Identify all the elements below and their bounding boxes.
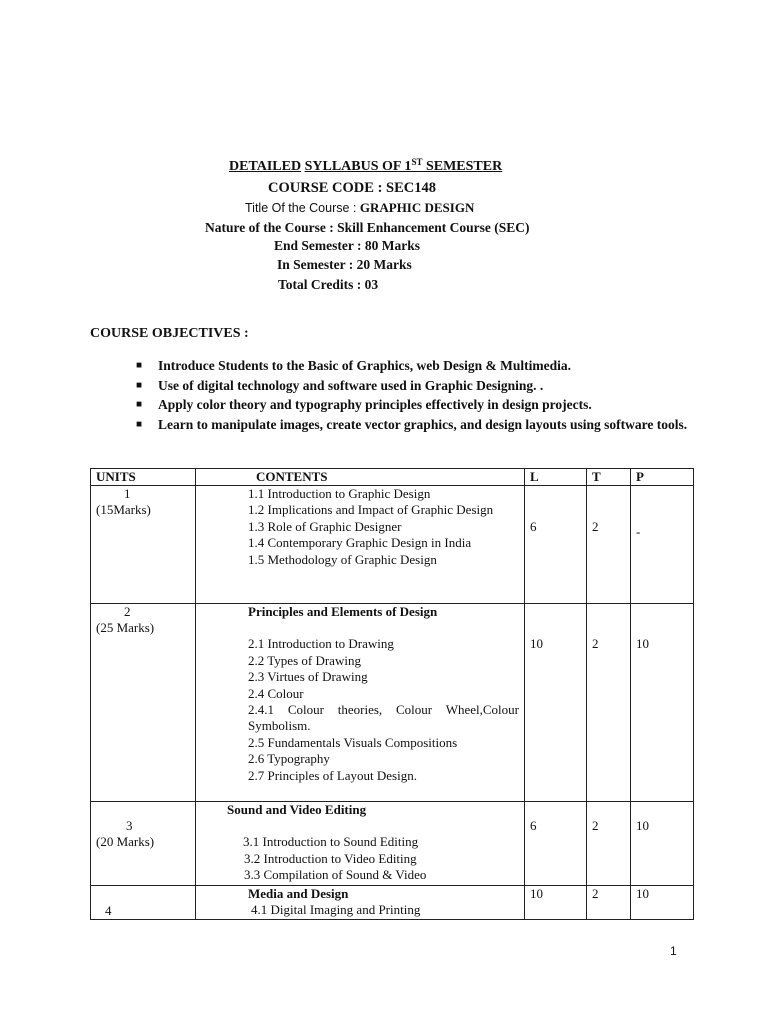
- tutorial-hours: 2: [587, 886, 631, 920]
- lecture-hours: 6: [525, 486, 587, 604]
- content-item: 4.1 Digital Imaging and Printing: [251, 902, 421, 918]
- col-t: T: [587, 469, 631, 486]
- end-semester-marks: End Semester : 80 Marks: [274, 238, 420, 253]
- practical-hours: 10: [631, 886, 694, 920]
- page-number: 1: [670, 944, 677, 958]
- lecture-hours: 10: [525, 604, 587, 802]
- tutorial-hours: 2: [587, 802, 631, 886]
- in-semester-marks: In Semester : 20 Marks: [277, 257, 412, 272]
- unit-cell: [91, 604, 196, 802]
- content-item: 1.1 Introduction to Graphic Design: [248, 486, 431, 501]
- syllabus-heading: [229, 159, 502, 175]
- unit-marks: (25 Marks): [96, 620, 155, 636]
- tutorial-hours: 2: [587, 604, 631, 802]
- objectives-list: [136, 356, 696, 434]
- content-item: 2.5 Fundamentals Visuals Compositions: [248, 734, 458, 750]
- col-l: L: [525, 469, 587, 486]
- content-item: 2.1 Introduction to Drawing: [248, 636, 394, 652]
- objective-item: ■ Learn to manipulate images, create vector graphics, and design layouts using software tools.: [136, 415, 698, 435]
- syllabus-table: [90, 468, 694, 920]
- content-item: 1.3 Role of Graphic Designer: [248, 518, 402, 534]
- objective-item: ■ Introduce Students to the Basic of Graphics, web Design & Multimedia.: [136, 356, 696, 376]
- unit-number: 4: [105, 903, 112, 918]
- bullet-icon: ■: [136, 379, 143, 391]
- table-row: [91, 486, 694, 604]
- unit-cell: [91, 486, 196, 604]
- unit-number: 2: [124, 604, 131, 619]
- table-row: [91, 802, 694, 886]
- content-item: 3.2 Introduction to Video Editing: [244, 850, 417, 866]
- content-item: 3.1 Introduction to Sound Editing: [243, 834, 419, 850]
- contents-cell: [196, 802, 525, 886]
- course-nature: Nature of the Course : Skill Enhancement Course (SEC): [205, 220, 530, 235]
- col-p: P: [631, 469, 694, 486]
- content-item: 3.3 Compilation of Sound & Video: [244, 867, 427, 883]
- total-credits: Total Credits : 03: [278, 277, 379, 292]
- unit-marks: (20 Marks): [96, 834, 155, 850]
- tutorial-hours: 2: [587, 486, 631, 604]
- course-title-label: Title Of the Course :: [245, 201, 360, 215]
- heading-semester: SEMESTER: [422, 159, 503, 174]
- content-item: 2.2 Types of Drawing: [248, 652, 361, 668]
- content-item: 2.4 Colour: [248, 685, 304, 701]
- unit-number: 3: [126, 818, 133, 833]
- content-item: 2.3 Virtues of Drawing: [248, 669, 368, 685]
- course-title-value: GRAPHIC DESIGN: [359, 200, 475, 215]
- unit-cell: [91, 886, 196, 920]
- objective-item: ■ Use of digital technology and software used in Graphic Designing. .: [136, 376, 696, 396]
- bullet-icon: ■: [136, 360, 143, 371]
- content-item: 2.7 Principles of Layout Design.: [248, 767, 417, 783]
- contents-cell: [196, 886, 525, 920]
- course-code: COURSE CODE : SEC148: [268, 180, 436, 196]
- content-item: 1.5 Methodology of Graphic Design: [248, 551, 437, 567]
- col-units: UNITS: [91, 469, 196, 486]
- objectives-heading: COURSE OBJECTIVES :: [90, 326, 249, 341]
- table-row: [91, 886, 694, 920]
- unit-marks: (15Marks): [96, 502, 151, 518]
- lecture-hours: 6: [525, 802, 587, 886]
- heading-detailed: DETAILED: [229, 159, 302, 174]
- heading-syllabus: SYLLABUS OF 1ST: [304, 157, 423, 174]
- table-row: [91, 604, 694, 802]
- content-item: 2.6 Typography: [248, 751, 330, 767]
- bullet-icon: ■: [136, 399, 143, 410]
- course-title: [245, 200, 474, 216]
- unit-title: Media and Design: [248, 886, 349, 901]
- lecture-hours: 10: [525, 886, 587, 920]
- table-header-row: [91, 469, 694, 486]
- content-item: 1.2 Implications and Impact of Graphic Design: [248, 502, 494, 518]
- practical-hours: 10: [631, 802, 694, 886]
- contents-cell: [196, 486, 525, 604]
- unit-number: 1: [124, 486, 131, 501]
- bullet-icon: ■: [136, 418, 143, 430]
- content-item: 1.4 Contemporary Graphic Design in India: [248, 535, 472, 551]
- col-contents: CONTENTS: [196, 469, 525, 486]
- unit-cell: [91, 802, 196, 886]
- content-item: 2.4.1 Colour theories, Colour Wheel,Colour Symbolism.: [248, 702, 519, 734]
- contents-cell: [196, 604, 525, 802]
- objective-item: ■ Apply color theory and typography principles effectively in design projects.: [136, 395, 696, 415]
- practical-hours: -: [631, 486, 694, 604]
- unit-title: Principles and Elements of Design: [248, 604, 438, 619]
- practical-hours: 10: [631, 604, 694, 802]
- unit-title: Sound and Video Editing: [227, 802, 367, 817]
